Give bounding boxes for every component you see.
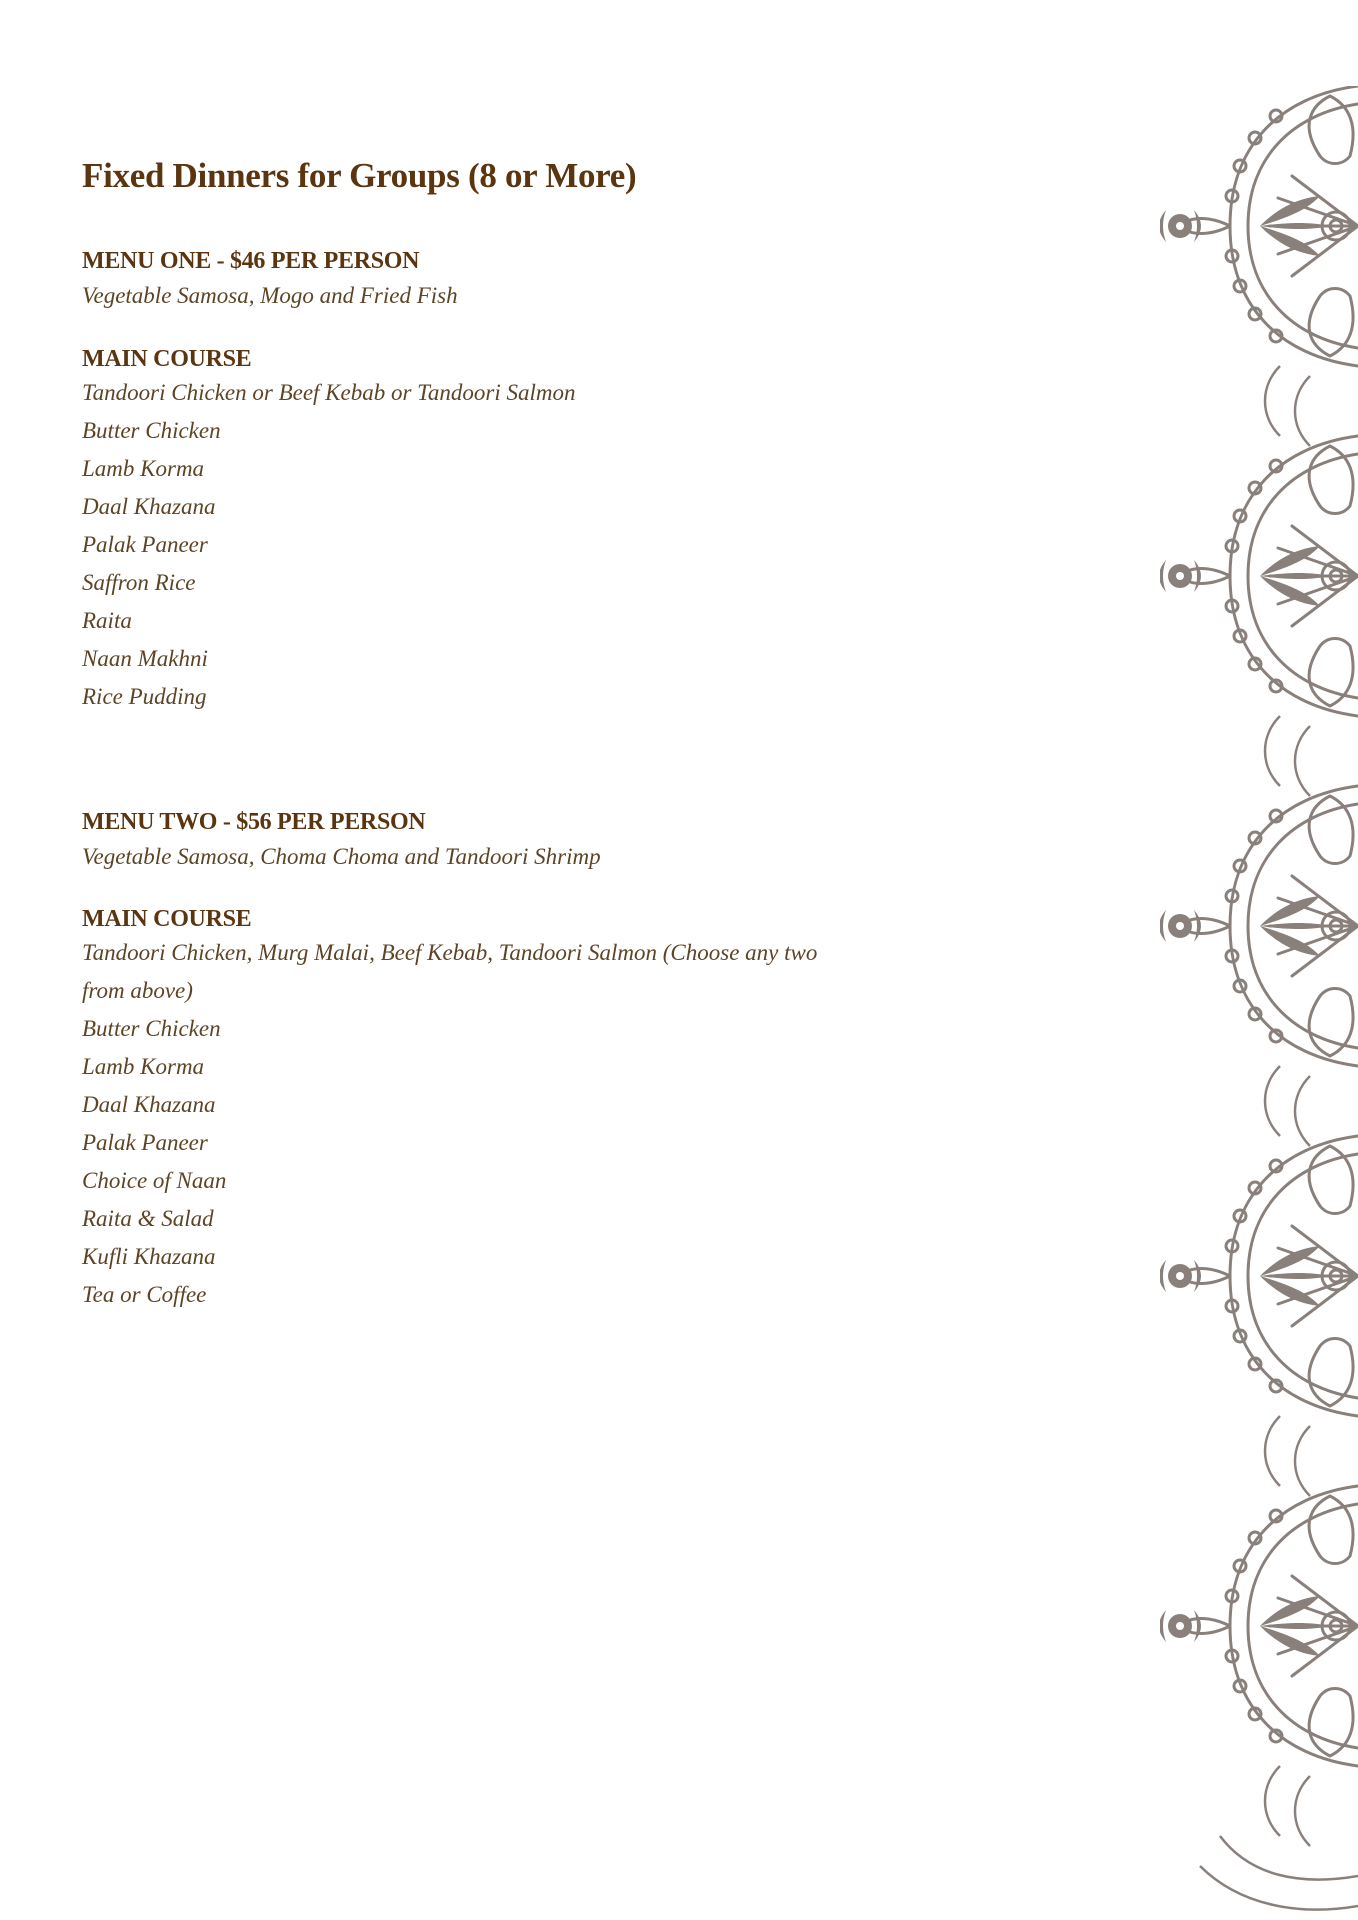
menu-one-main-course-heading: MAIN COURSE — [82, 346, 252, 372]
menu-one-main-course — [82, 344, 882, 716]
menu-two-heading: MENU TWO - $56 PER PERSON — [82, 809, 426, 835]
list-item: Choice of Naan — [82, 1168, 227, 1193]
menu-two-item-list — [82, 934, 882, 1314]
list-item: Palak Paneer — [82, 1130, 208, 1155]
list-item: Tea or Coffee — [82, 1282, 207, 1307]
list-item: Saffron Rice — [82, 570, 196, 595]
list-item: Daal Khazana — [82, 1092, 216, 1117]
list-item: Tandoori Chicken or Beef Kebab or Tandoori Salmon — [82, 380, 576, 405]
henna-lace-border-icon — [1160, 86, 1358, 1920]
menu-one-item-list — [82, 374, 882, 716]
list-item: Daal Khazana — [82, 494, 216, 519]
list-item: Tandoori Chicken, Murg Malai, Beef Kebab, Tandoori Salmon (Choose any two from above) — [82, 940, 818, 1003]
list-item: Kufli Khazana — [82, 1244, 216, 1269]
menu-two-section — [82, 807, 882, 871]
page-title: Fixed Dinners for Groups (8 or More) — [82, 156, 637, 195]
menu-two-main-course-heading: MAIN COURSE — [82, 906, 252, 932]
list-item: Raita & Salad — [82, 1206, 214, 1231]
list-item: Palak Paneer — [82, 532, 208, 557]
list-item: Lamb Korma — [82, 456, 205, 481]
menu-one-heading: MENU ONE - $46 PER PERSON — [82, 248, 420, 274]
menu-two-starters: Vegetable Samosa, Choma Choma and Tandoori Shrimp — [82, 844, 601, 869]
list-item: Rice Pudding — [82, 684, 207, 709]
menu-two-main-course — [82, 904, 882, 1314]
menu-one-section — [82, 246, 882, 310]
menu-one-starters: Vegetable Samosa, Mogo and Fried Fish — [82, 283, 458, 308]
list-item: Butter Chicken — [82, 418, 221, 443]
list-item: Raita — [82, 608, 132, 633]
list-item: Lamb Korma — [82, 1054, 205, 1079]
list-item: Butter Chicken — [82, 1016, 221, 1041]
list-item: Naan Makhni — [82, 646, 208, 671]
